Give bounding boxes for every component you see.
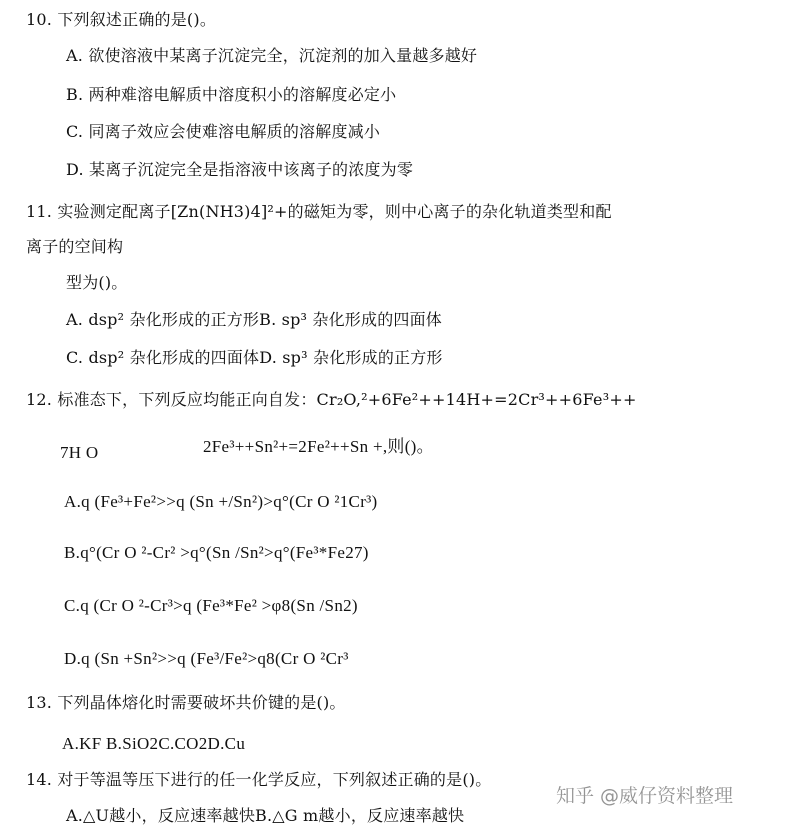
question-12-option-d: D.q (Sn +Sn²>>q (Fe³/Fe²>q8(Cr O ²Cr³ [64, 649, 349, 668]
question-13-options: A.KF B.SiO2C.CO2D.Cu [62, 734, 246, 753]
question-12-option-b: B.q°(Cr O ²-Cr² >q°(Sn /Sn²>q°(Fe³*Fe27) [64, 543, 369, 562]
question-10-option-a: A. 欲使溶液中某离子沉淀完全，沉淀剂的加入量越多越好 [66, 46, 478, 65]
question-12-reaction-fragment: 7H O [60, 443, 99, 462]
question-10-option-b: B. 两种难溶电解质中溶度积小的溶解度必定小 [66, 85, 397, 104]
question-14-stem: 14. 对于等温等压下进行的任一化学反应，下列叙述正确的是()。 [26, 770, 492, 789]
question-13-stem: 13. 下列晶体熔化时需要破坏共价键的是()。 [26, 693, 346, 712]
watermark-text: 知乎 @威仔资料整理 [556, 785, 734, 807]
question-10-option-d: D. 某离子沉淀完全是指溶液中该离子的浓度为零 [66, 160, 414, 179]
question-12-option-c: C.q (Cr O ²-Cr³>q (Fe³*Fe² >φ8(Sn /Sn2) [64, 596, 358, 615]
question-14-options-ab: A.△U越小，反应速率越快B.△G m越小，反应速率越快 [66, 806, 465, 825]
question-12-reaction-2: 2Fe³++Sn²+=2Fe²++Sn +,则()。 [203, 437, 434, 456]
question-11-stem-continued: 离子的空间构 [26, 237, 124, 256]
question-10-stem: 10. 下列叙述正确的是()。 [26, 10, 217, 29]
question-11-options-ab: A. dsp² 杂化形成的正方形B. sp³ 杂化形成的四面体 [66, 310, 443, 329]
question-12-option-a: A.q (Fe³+Fe²>>q (Sn +/Sn²)>q°(Cr O ²1Cr³) [64, 492, 378, 511]
question-11-options-cd: C. dsp² 杂化形成的四面体D. sp³ 杂化形成的正方形 [66, 348, 443, 367]
question-10-option-c: C. 同离子效应会使难溶电解质的溶解度减小 [66, 122, 381, 141]
question-11-stem-end: 型为()。 [66, 273, 128, 292]
question-12-stem: 12. 标准态下，下列反应均能正向自发：Cr₂O,²+6Fe²++14H+=2Cr³++6Fe³++ [26, 390, 637, 409]
question-11-stem: 11. 实验测定配离子[Zn(NH3)4]²+的磁矩为零，则中心离子的杂化轨道类型和配 [26, 202, 612, 221]
